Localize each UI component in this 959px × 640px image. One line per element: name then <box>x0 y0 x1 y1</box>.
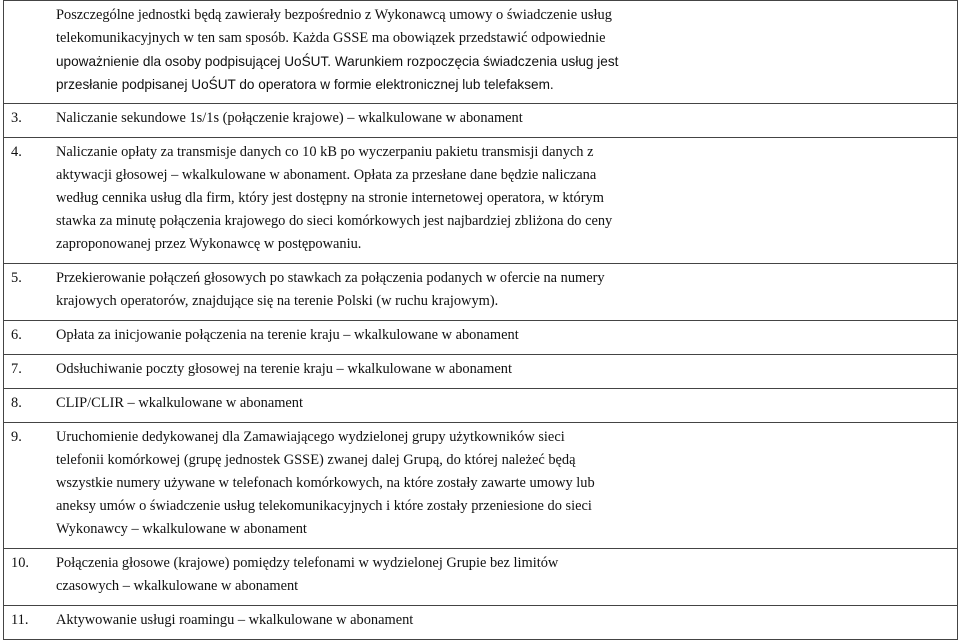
table-cell <box>4 355 958 389</box>
text-line: telekomunikacyjnych w ten sam sposób. Każda GSSE ma obowiązek przedstawić odpowiednie <box>56 30 606 46</box>
text-line: Poszczególne jednostki będą zawierały bezpośrednio z Wykonawcą umowy o świadczenie usług <box>56 7 612 23</box>
text-line: krajowych operatorów, znajdujące się na terenie Polski (w ruchu krajowym). <box>56 293 499 309</box>
text-line: wszystkie numery używane w telefonach komórkowych, na które zostały zawarte umowy lub <box>56 475 595 491</box>
table-cell <box>4 321 958 355</box>
table-row <box>4 264 958 321</box>
table-row <box>4 138 958 264</box>
item-number: 7. <box>11 361 22 377</box>
item-text <box>4 552 957 598</box>
text-line: przesłanie podpisanej UoŚUT do operatora w formie elektronicznej lub telefaksem. <box>56 77 554 92</box>
item-number: 9. <box>11 429 22 445</box>
table-row <box>4 549 958 606</box>
text-line: zaproponowanej przez Wykonawcę w postępowaniu. <box>56 236 362 252</box>
document-table <box>3 0 958 640</box>
table-cell <box>4 549 958 606</box>
row-content <box>4 1 957 103</box>
item-text <box>4 4 957 96</box>
row-content <box>4 423 957 548</box>
row-content <box>4 389 957 422</box>
table-cell <box>4 264 958 321</box>
table-cell <box>4 138 958 264</box>
text-line: Uruchomienie dedykowanej dla Zamawiającego wydzielonej grupy użytkowników sieci <box>56 429 565 445</box>
row-content <box>4 138 957 263</box>
table-cell <box>4 423 958 549</box>
text-line: upoważnienie dla osoby podpisującej UoŚUT. Warunkiem rozpoczęcia świadczenia usług jest <box>56 54 619 69</box>
text-line: Odsłuchiwanie poczty głosowej na terenie kraju – wkalkulowane w abonament <box>56 361 512 377</box>
item-text <box>4 426 957 541</box>
table-row <box>4 104 958 138</box>
item-number: 10. <box>11 555 29 571</box>
text-line: według cennika usług dla firm, który jest dostępny na stronie internetowej operatora, w którym <box>56 190 604 206</box>
table-row <box>4 423 958 549</box>
row-content <box>4 355 957 388</box>
text-line: Opłata za inicjowanie połączenia na terenie kraju – wkalkulowane w abonament <box>56 327 519 343</box>
table-cell <box>4 1 958 104</box>
row-content <box>4 606 957 639</box>
table-row <box>4 606 958 640</box>
text-line: telefonii komórkowej (grupę jednostek GSSE) zwanej dalej Grupą, do której należeć będą <box>56 452 576 468</box>
text-line: Wykonawcy – wkalkulowane w abonament <box>56 521 307 537</box>
item-text <box>4 107 957 130</box>
text-line: Połączenia głosowe (krajowe) pomiędzy telefonami w wydzielonej Grupie bez limitów <box>56 555 559 571</box>
text-line: czasowych – wkalkulowane w abonament <box>56 578 299 594</box>
text-line: CLIP/CLIR – wkalkulowane w abonament <box>56 395 303 411</box>
item-number: 11. <box>11 612 29 628</box>
item-number: 5. <box>11 270 22 286</box>
table-cell <box>4 606 958 640</box>
table-cell <box>4 389 958 423</box>
item-number: 8. <box>11 395 22 411</box>
document-table-body <box>4 1 958 640</box>
text-line: Przekierowanie połączeń głosowych po stawkach za połączenia podanych w ofercie na numery <box>56 270 605 286</box>
item-number: 4. <box>11 144 22 160</box>
text-line: stawka za minutę połączenia krajowego do sieci komórkowych jest najbardziej zbliżona do ceny <box>56 213 613 229</box>
item-text <box>4 267 957 313</box>
text-line: aneksy umów o świadczenie usług telekomunikacyjnych i które zostały przeniesione do sieci <box>56 498 592 514</box>
row-content <box>4 549 957 605</box>
text-line: Naliczanie opłaty za transmisje danych co 10 kB po wyczerpaniu pakietu transmisji danych z <box>56 144 594 160</box>
table-row <box>4 1 958 104</box>
row-content <box>4 321 957 354</box>
item-text <box>4 141 957 256</box>
item-text <box>4 392 957 415</box>
item-text <box>4 324 957 347</box>
row-content <box>4 264 957 320</box>
text-line: aktywacji głosowej – wkalkulowane w abonament. Opłata za przesłane dane będzie naliczana <box>56 167 597 183</box>
item-text <box>4 358 957 381</box>
item-text <box>4 609 957 632</box>
item-number: 3. <box>11 110 22 126</box>
text-line: Aktywowanie usługi roamingu – wkalkulowane w abonament <box>56 612 414 628</box>
table-row <box>4 321 958 355</box>
item-number: 6. <box>11 327 22 343</box>
table-cell <box>4 104 958 138</box>
table-row <box>4 355 958 389</box>
row-content <box>4 104 957 137</box>
text-line: Naliczanie sekundowe 1s/1s (połączenie krajowe) – wkalkulowane w abonament <box>56 110 523 126</box>
table-row <box>4 389 958 423</box>
